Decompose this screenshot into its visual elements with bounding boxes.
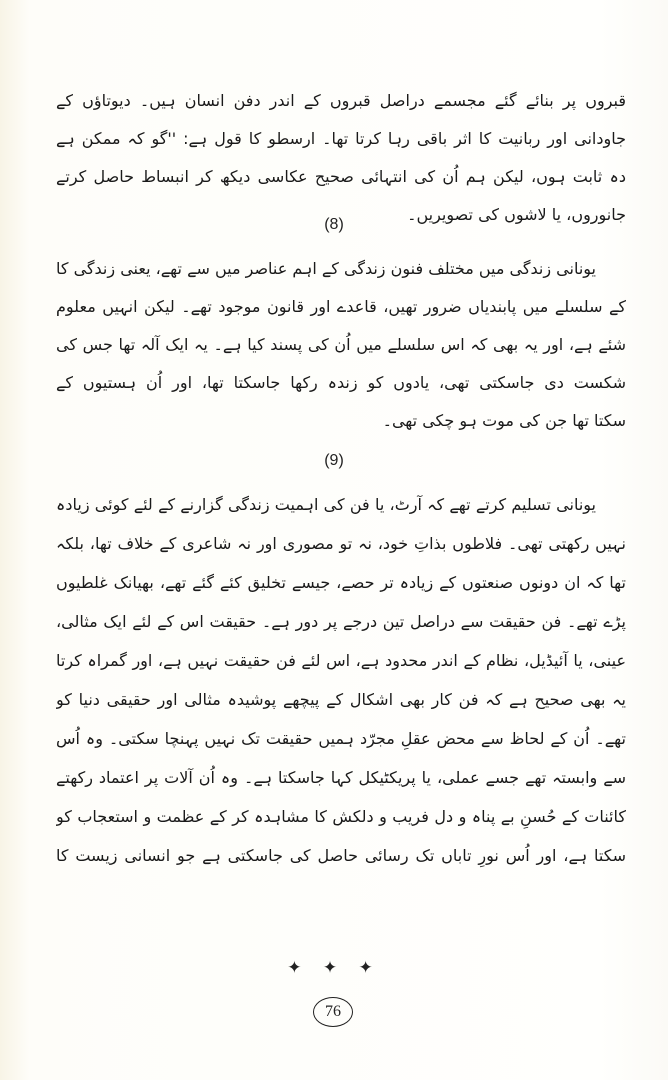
text-line: نہیں رکھتی تھی۔ فلاطوں بذاتِ خود، نہ تو مصوری اور نہ شاعری کے خلاف تھا، بلکہ xyxy=(56,534,626,553)
text-line: یہ بھی صحیح ہے کہ فن کار بھی اشکال کے پیچھے پوشیدہ مثالی اور حقیقی دنیا کو xyxy=(56,690,626,709)
text-line: تھے۔ اُن کے لحاظ سے محض عقلِ مجرّد ہمیں حقیقت تک نہیں پہنچا سکتی۔ وہ اُس xyxy=(56,729,626,748)
text-line: جاودانی اور ربانیت کا اثر باقی رہا کرتا تھا۔ ارسطو کا قول ہے: ''گو کہ ممکن ہے xyxy=(56,129,626,148)
text-line: سکتا ہے، اور اُس نورِ تاباں تک رسائی حاصل کی جاسکتی ہے جو انسانی زیست کا xyxy=(56,846,626,865)
text-line: تھا کہ ان دونوں صنعتوں کے زیادہ تر حصے، جیسے تخلیق کئے گئے تھے، بھیانک غلطیوں xyxy=(56,573,626,592)
text-line: کائنات کے حُسنِ بے پناہ و دل فریب و دلکش کا مشاہدہ کر کے عظمت و استعجاب کو xyxy=(56,807,626,826)
text-line: پڑے تھے۔ فن حقیقت سے دراصل تین درجے پر دور ہے۔ حقیقت اس کے لئے ایک مثالی، xyxy=(56,612,626,631)
text-line: عینی، یا آئیڈیل، نظام کے اندر محدود ہے، اس لئے فن حقیقت نہیں ہے، اور گمراہ کرتا xyxy=(56,651,626,670)
section-number: (9) xyxy=(324,452,344,469)
section-end-ornament: ✦ ✦ ✦ xyxy=(287,958,381,978)
text-line: یونانی تسلیم کرتے تھے کہ آرٹ، یا فن کی اہمیت زندگی گزارنے کے لئے کوئی زیادہ xyxy=(56,495,596,514)
text-line: سکتا تھا جن کی موت ہو چکی تھی۔ xyxy=(382,411,626,430)
section-number: (8) xyxy=(324,216,344,233)
text-line: قبروں پر بنائے گئے مجسمے دراصل قبروں کے اندر دفن انسان ہیں۔ دیوتاؤں کے xyxy=(56,91,626,110)
text-line: شکست دی جاسکتی تھی، یادوں کو زندہ رکھا جاسکتا تھا، اور اُن ہستیوں کے xyxy=(56,373,626,392)
text-line: سے وابستہ تھے جسے عملی، یا پریکٹیکل کہا جاسکتا ہے۔ وہ اُن آلات پر اعتماد رکھتے xyxy=(56,768,626,787)
text-line: یونانی زندگی میں مختلف فنون زندگی کے اہم عناصر میں سے تھے، یعنی زندگی کا xyxy=(56,259,596,278)
text-line: جانوروں، یا لاشوں کی تصویریں۔ xyxy=(407,205,626,224)
text-line: شئے ہے، اور یہ بھی کہ اس سلسلے میں اُن کی پسند کیا ہے۔ یہ ایک آلہ تھا جس کی xyxy=(56,335,626,354)
page-number: 76 xyxy=(313,997,353,1027)
text-line: کے سلسلے میں پابندیاں ضرور تھیں، قاعدے اور قانون موجود تھے۔ لیکن انہیں معلوم xyxy=(56,297,626,316)
text-line: دہ ثابت ہوں، لیکن ہم اُن کی انتہائی صحیح عکاسی دیکھ کر انبساط حاصل کرتے xyxy=(56,167,626,186)
